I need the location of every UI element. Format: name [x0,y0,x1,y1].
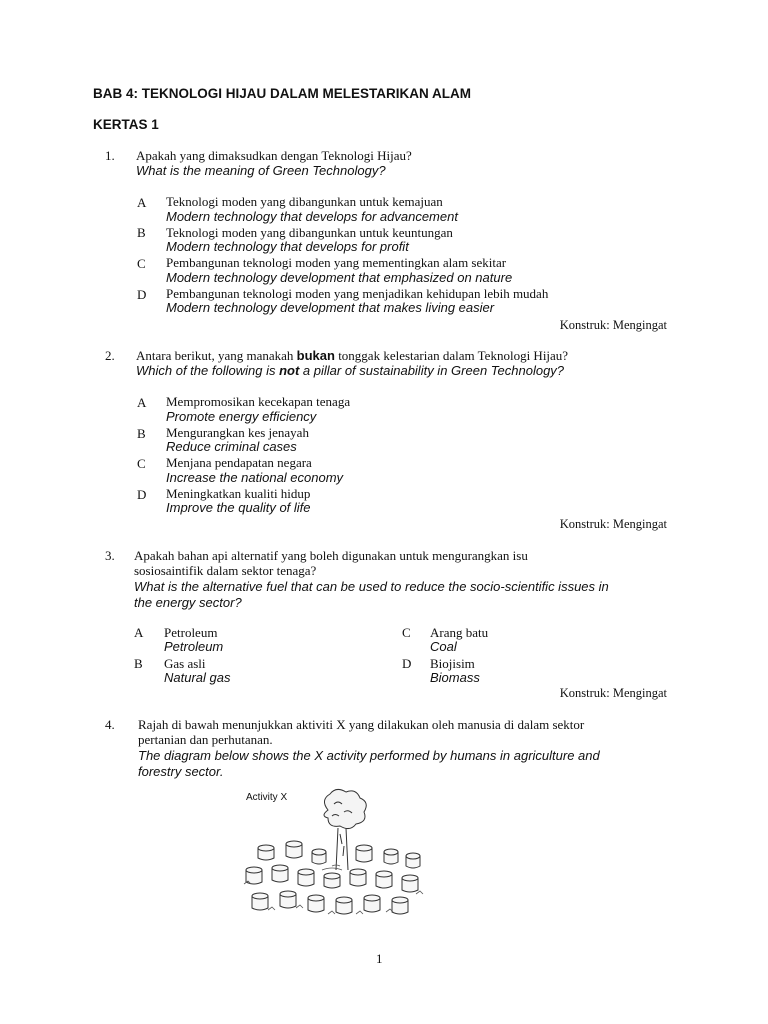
question-text-ms: Apakah bahan api alternatif yang boleh digunakan untuk mengurangkan isu [134,548,528,563]
question-text-ms: pertanian dan perhutanan. [138,732,273,747]
option-text-ms: Mengurangkan kes jenayah [166,425,309,440]
option-letter: C [137,456,146,471]
option-text-en: Petroleum [164,639,224,654]
question-text-ms: Antara berikut, yang manakah bukan tonggak kelestarian dalam Teknologi Hijau? [136,348,569,363]
option-text-ms: Petroleum [164,625,218,640]
option-text-en: Natural gas [164,670,231,685]
option-letter: D [137,287,147,302]
page-number: 1 [376,951,383,966]
question-text-ms: sosiosaintifik dalam sektor tenaga? [134,563,317,578]
option-text-en: Modern technology development that emphasized on nature [166,270,513,285]
option-letter: B [137,426,146,441]
question-text-ms: Apakah yang dimaksudkan dengan Teknologi Hijau? [136,148,412,163]
option-letter: D [402,656,412,671]
option-letter: A [134,625,144,640]
option-text-en: Improve the quality of life [166,500,311,515]
question-text-en: the energy sector? [134,595,242,610]
option-text-ms: Teknologi moden yang dibangunkan untuk kemajuan [166,194,443,209]
emphasis-keyword: not [279,363,300,378]
question-number: 2. [105,348,115,363]
option-text-ms: Mempromosikan kecekapan tenaga [166,394,351,409]
option-letter: D [137,487,147,502]
question-number: 1. [105,148,115,163]
question-text-en: What is the meaning of Green Technology? [136,163,386,178]
option-text-en: Modern technology development that makes living easier [166,300,495,315]
option-letter: B [137,225,146,240]
option-letter: B [134,656,143,671]
paper-label: KERTAS 1 [93,117,159,132]
option-letter: C [402,625,411,640]
question-number: 4. [105,717,115,732]
question-number: 3. [105,548,115,563]
option-text-ms: Arang batu [430,625,489,640]
option-text-ms: Menjana pendapatan negara [166,455,312,470]
option-text-ms: Meningkatkan kualiti hidup [166,486,311,501]
option-text-en: Modern technology that develops for profit [166,239,409,254]
option-text-en: Reduce criminal cases [166,439,297,454]
option-text-en: Increase the national economy [166,470,344,485]
question-text-en: What is the alternative fuel that can be used to reduce the socio-scientific issues in [134,579,609,594]
chapter-title: BAB 4: TEKNOLOGI HIJAU DALAM MELESTARIKAN ALAM [93,86,471,101]
figure-label: Activity X [246,792,288,803]
option-letter: C [137,256,146,271]
option-letter: A [137,395,147,410]
activity-x-figure [236,782,436,932]
option-text-ms: Pembangunan teknologi moden yang mementingkan alam sekitar [166,255,507,270]
option-text-en: Modern technology that develops for advancement [166,209,458,224]
option-text-ms: Gas asli [164,656,206,671]
question-text-en: forestry sector. [138,764,224,779]
option-text-en: Coal [430,639,457,654]
option-text-ms: Teknologi moden yang dibangunkan untuk keuntungan [166,225,453,240]
question-text-en: Which of the following is not a pillar of sustainability in Green Technology? [136,363,565,378]
construct-label: Konstruk: Mengingat [559,686,667,700]
construct-label: Konstruk: Mengingat [559,517,667,531]
option-text-en: Promote energy efficiency [166,409,317,424]
deforestation-illustration [236,782,436,932]
option-text-en: Biomass [430,670,480,685]
question-text-ms: Rajah di bawah menunjukkan aktiviti X yang dilakukan oleh manusia di dalam sektor [138,717,585,732]
option-text-ms: Biojisim [430,656,475,671]
emphasis-keyword: bukan [296,348,335,363]
option-letter: A [137,195,147,210]
question-text-en: The diagram below shows the X activity performed by humans in agriculture and [138,748,600,763]
construct-label: Konstruk: Mengingat [559,318,667,332]
option-text-ms: Pembangunan teknologi moden yang menjadikan kehidupan lebih mudah [166,286,549,301]
